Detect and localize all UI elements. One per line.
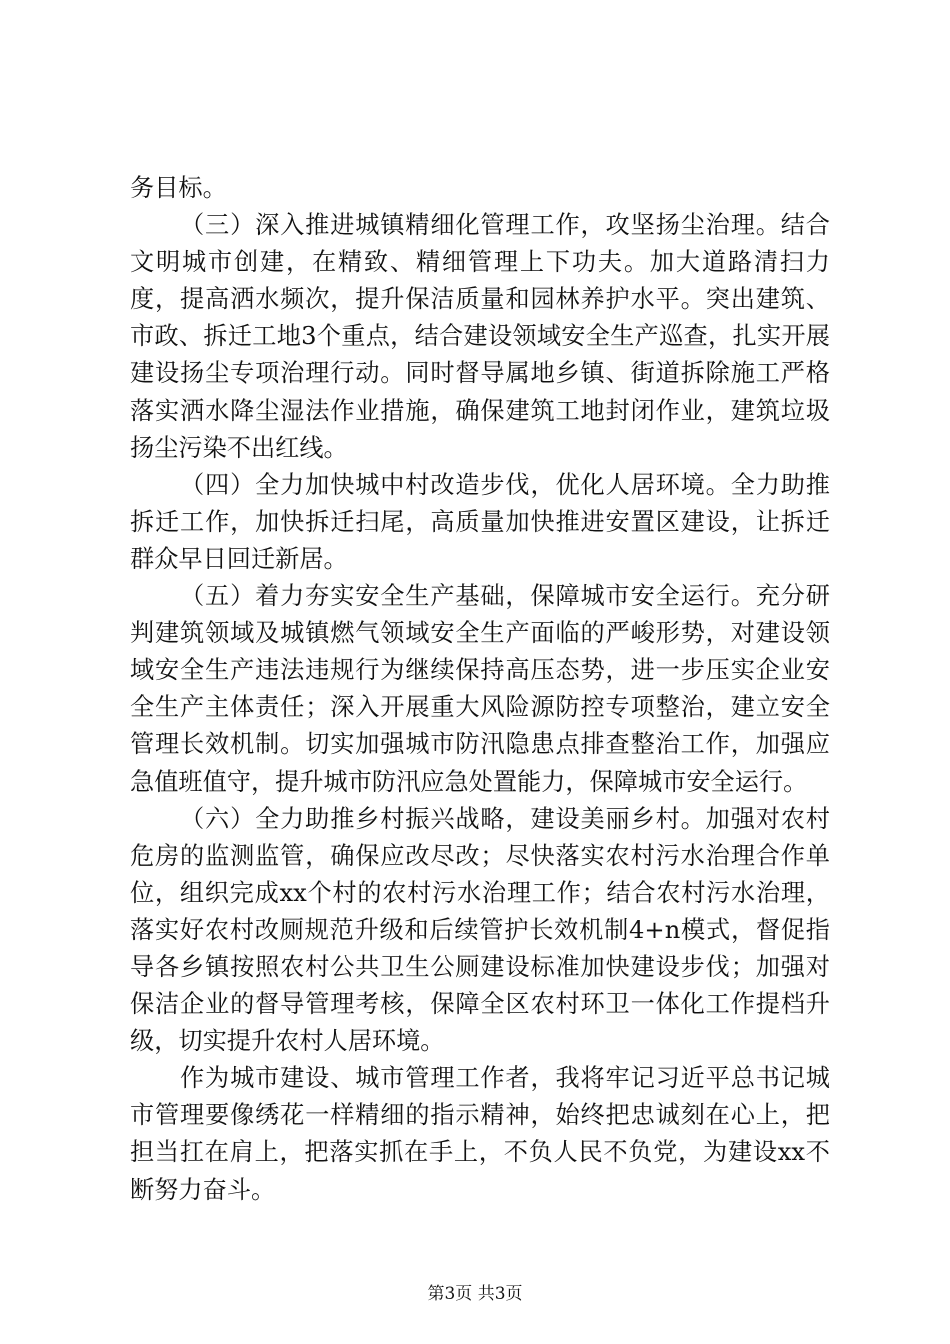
paragraph-section-3: （三）深入推进城镇精细化管理工作，攻坚扬尘治理。结合文明城市创建，在精致、精细管理上下功夫。加大道路清扫力度，提高洒水频次，提升保洁质量和园林养护水平。突出建筑、市政、拆迁工地3个重点，结合建设领域安全生产巡查，扎实开展建设扬尘专项治理行动。同时督导属地乡镇、街道拆除施工严格落实洒水降尘湿法作业措施，确保建筑工地封闭作业，建筑垃圾扬尘污染不出红线。 — [130, 211, 830, 462]
paragraph-section-4: （四）全力加快城中村改造步伐，优化人居环境。全力助推拆迁工作，加快拆迁扫尾，高质量加快推进安置区建设，让拆迁群众早日回迁新居。 — [130, 470, 830, 573]
paragraph-section-6: （六）全力助推乡村振兴战略，建设美丽乡村。加强对农村危房的监测监管，确保应改尽改；尽快落实农村污水治理合作单位，组织完成xx个村的农村污水治理工作；结合农村污水治理，落实好农村改厕规范升级和后续管护长效机制4+n模式，督促指导各乡镇按照农村公共卫生公厕建设标准加快建设步伐；加强对保洁企业的督导管理考核，保障全区农村环卫一体化工作提档升级，切实提升农村人居环境。 — [130, 804, 830, 1056]
paragraph-section-5: （五）着力夯实安全生产基础，保障城市安全运行。充分研判建筑领域及城镇燃气领域安全生产面临的严峻形势，对建设领域安全生产违法违规行为继续保持高压态势，进一步压实企业安全生产主体责任；深入开展重大风险源防控专项整治，建立安全管理长效机制。切实加强城市防汛隐患点排查整治工作，加强应急值班值守，提升城市防汛应急处置能力，保障城市安全运行。 — [130, 582, 830, 796]
page-number: 第3页 共3页 — [427, 1284, 523, 1304]
page-footer — [0, 1284, 950, 1304]
document-body — [130, 170, 830, 1209]
paragraph-continuation: 务目标。 — [130, 174, 227, 202]
paragraph-closing: 作为城市建设、城市管理工作者，我将牢记习近平总书记城市管理要像绣花一样精细的指示精神，始终把忠诚刻在心上，把担当扛在肩上，把落实抓在手上，不负人民不负党，为建设xx不断努力奋斗。 — [130, 1064, 830, 1204]
